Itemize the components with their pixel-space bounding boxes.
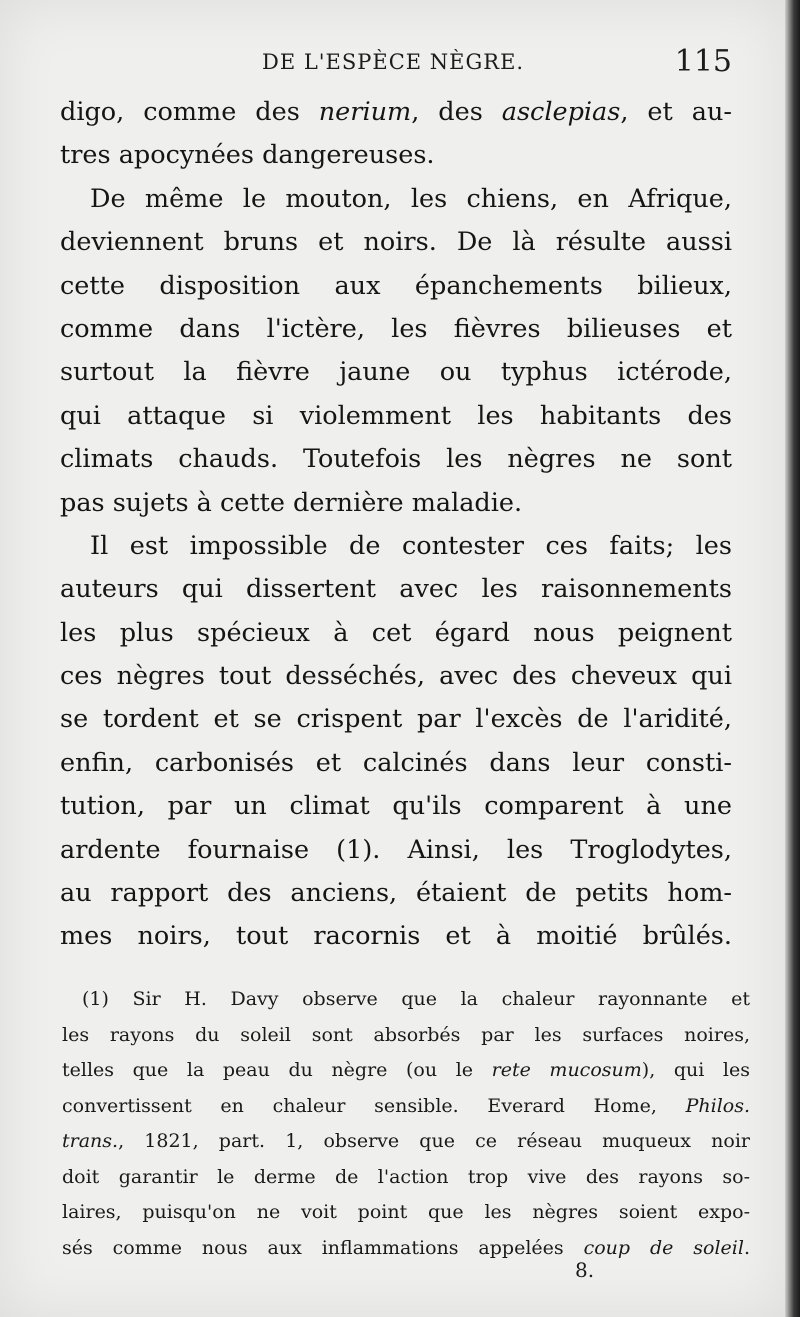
text-segment: au rapport des anciens, étaient de petits hom-: [60, 878, 732, 909]
text-segment: climats chauds. Toutefois les nègres ne sont: [60, 444, 732, 475]
text-segment: De même le mouton, les chiens, en Afrique,: [90, 183, 732, 214]
italic-text-segment: trans.: [62, 1130, 119, 1152]
text-line: [60, 829, 732, 872]
text-segment: doit garantir le derme de l'action trop vive des rayons so-: [62, 1165, 750, 1188]
text-line: [60, 568, 732, 611]
footnote-line: [62, 982, 750, 1018]
footnote-line: [62, 1160, 750, 1196]
italic-text-segment: nerium: [318, 97, 412, 127]
italic-text-segment: asclepias: [501, 97, 621, 127]
text-segment: les rayons du soleil sont absorbés par les surfaces noires,: [62, 1023, 750, 1046]
text-segment: ces nègres tout desséchés, avec des cheveux qui: [60, 661, 732, 692]
text-line: [60, 91, 732, 134]
text-segment: telles que la peau du nègre (ou le: [62, 1059, 492, 1081]
text-segment: mes noirs, tout racornis et à moitié brûlés.: [60, 921, 732, 952]
footnote: [62, 982, 750, 1266]
text-segment: (1) Sir H. Davy observe que la chaleur rayonnante et: [82, 988, 750, 1010]
text-line: [60, 742, 732, 785]
footnote-line: [62, 1124, 750, 1160]
text-line: [60, 221, 732, 264]
text-line: [60, 351, 732, 394]
text-segment: convertissent en chaleur sensible. Everard Home,: [62, 1094, 686, 1117]
text-line: [60, 482, 732, 525]
text-line: [60, 395, 732, 438]
text-segment: ), qui les: [641, 1059, 750, 1081]
text-segment: ardente fournaise (1). Ainsi, les Troglodytes,: [60, 834, 732, 865]
text-line: [60, 655, 732, 698]
footnote-line: [62, 1018, 750, 1054]
text-line: [60, 698, 732, 741]
text-segment: digo, comme des: [60, 97, 319, 127]
text-segment: tres apocynées dangereuses.: [60, 140, 435, 171]
text-line: [60, 612, 732, 655]
text-line: [60, 915, 732, 958]
text-line: [60, 872, 732, 915]
footnote-line: [62, 1195, 750, 1231]
text-line: [60, 525, 732, 568]
text-segment: se tordent et se crispent par l'excès de l'aridité,: [60, 704, 732, 735]
footnote-line: [62, 1231, 750, 1267]
running-head: [62, 44, 734, 80]
text-line: [60, 438, 732, 481]
italic-text-segment: coup de soleil: [583, 1236, 744, 1259]
text-segment: les plus spécieux à cet égard nous peignent: [60, 617, 732, 648]
text-segment: .: [743, 1236, 750, 1259]
text-segment: deviennent bruns et noirs. De là résulte aussi: [60, 227, 732, 258]
text-segment: tution, par un climat qu'ils comparent à une: [60, 791, 732, 822]
text-segment: , des: [411, 97, 502, 127]
text-segment: comme dans l'ictère, les fièvres bilieuses et: [60, 313, 732, 344]
page-edge: [785, 0, 800, 1317]
text-line: [60, 785, 732, 828]
text-segment: surtout la fièvre jaune ou typhus ictérode,: [60, 357, 732, 388]
text-segment: qui attaque si violemment les habitants des: [60, 400, 732, 431]
text-segment: enfin, carbonisés et calcinés dans leur consti-: [60, 747, 732, 778]
page-number: 115: [674, 44, 732, 79]
running-head-title: DE L'ESPÈCE NÈGRE.: [262, 50, 525, 74]
text-segment: , et au-: [620, 97, 732, 127]
text-line: [60, 134, 732, 177]
text-segment: , 1821, part. 1, observe que ce réseau muqueux noir: [118, 1130, 750, 1152]
footnote-line: [62, 1089, 750, 1125]
main-text: [60, 91, 732, 959]
text-segment: pas sujets à cette dernière maladie.: [60, 487, 523, 518]
signature-mark: 8.: [575, 1258, 595, 1282]
text-line: [60, 265, 732, 308]
italic-text-segment: Philos.: [685, 1094, 750, 1117]
text-line: [60, 178, 732, 221]
text-segment: auteurs qui dissertent avec les raisonnements: [60, 574, 732, 605]
text-segment: Il est impossible de contester ces faits; les: [90, 530, 732, 561]
italic-text-segment: rete mucosum: [491, 1059, 642, 1081]
text-segment: laires, puisqu'on ne voit point que les nègres soient expo-: [62, 1201, 750, 1223]
footnote-line: [62, 1053, 750, 1089]
text-segment: sés comme nous aux inflammations appelées: [62, 1236, 584, 1259]
text-segment: cette disposition aux épanchements bilieux,: [60, 270, 732, 301]
text-line: [60, 308, 732, 351]
